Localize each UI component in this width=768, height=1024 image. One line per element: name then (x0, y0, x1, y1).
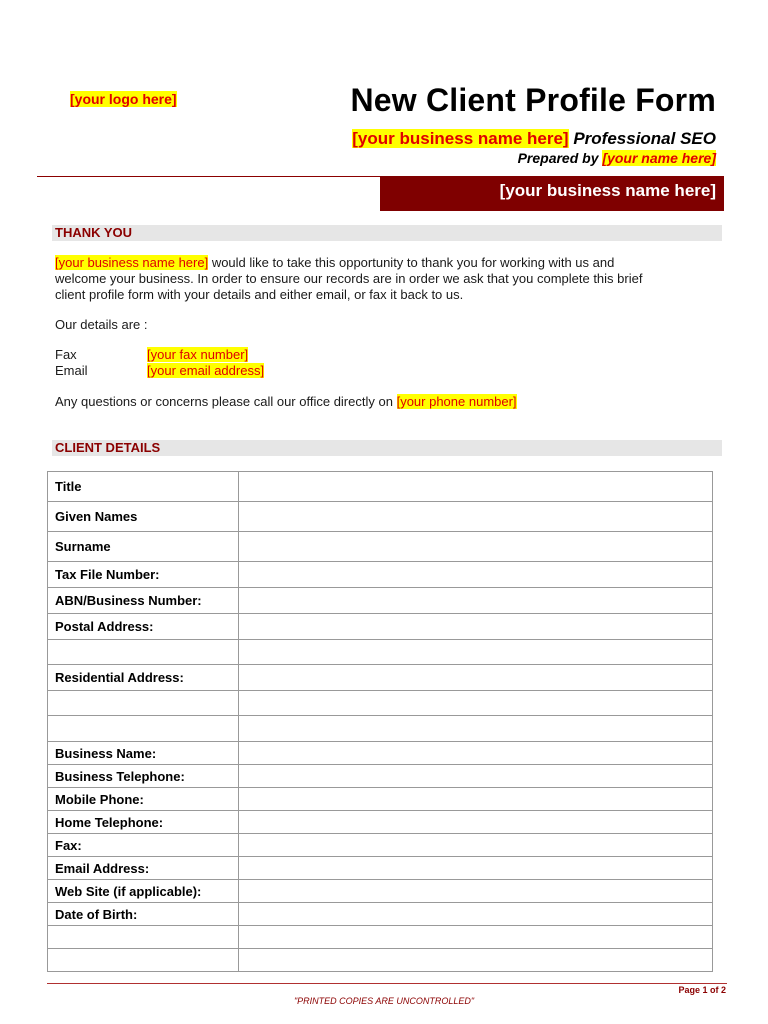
thank-you-heading: THANK YOU (52, 225, 722, 241)
field-value-cell[interactable] (239, 640, 713, 665)
intro-line-2: welcome your business. In order to ensure our records are in order we ask that you complete this brief (55, 271, 643, 286)
prepared-by-label: Prepared by (517, 150, 599, 166)
field-value-cell[interactable] (239, 532, 713, 562)
table-row (48, 857, 713, 880)
phone-placeholder: [your phone number] (396, 394, 517, 409)
uncontrolled-notice: "PRINTED COPIES ARE UNCONTROLLED" (293, 996, 475, 1006)
field-label (48, 691, 239, 716)
form-title: New Client Profile Form (350, 82, 716, 118)
field-label: Web Site (if applicable): (48, 880, 239, 903)
intro-paragraph (55, 255, 715, 303)
field-value-cell[interactable] (239, 765, 713, 788)
field-value-cell[interactable] (239, 857, 713, 880)
field-label (48, 949, 239, 972)
questions-line (55, 394, 715, 410)
business-name-placeholder: [your business name here] (352, 129, 569, 148)
intro-line-1: [your business name here] would like to take this opportunity to thank you for working with us and (55, 255, 615, 270)
questions-text: Any questions or concerns please call our office directly on (55, 394, 393, 409)
field-label: Business Name: (48, 742, 239, 765)
footer-rule (47, 983, 727, 984)
field-label: Tax File Number: (48, 562, 239, 588)
field-label (48, 640, 239, 665)
field-value-cell[interactable] (239, 502, 713, 532)
field-value-cell[interactable] (239, 834, 713, 857)
table-row (48, 811, 713, 834)
field-label: ABN/Business Number: (48, 588, 239, 614)
field-label: Fax: (48, 834, 239, 857)
field-value-cell[interactable] (239, 472, 713, 502)
field-label: Residential Address: (48, 665, 239, 691)
field-value-cell[interactable] (239, 614, 713, 640)
table-row (48, 926, 713, 949)
table-row (48, 788, 713, 811)
table-row (48, 834, 713, 857)
field-value-cell[interactable] (239, 716, 713, 742)
business-subtitle (352, 129, 716, 149)
table-row (48, 614, 713, 640)
field-value-cell[interactable] (239, 691, 713, 716)
table-row (48, 903, 713, 926)
field-label: Given Names (48, 502, 239, 532)
field-label: Home Telephone: (48, 811, 239, 834)
page-number: Page 1 of 2 (678, 985, 726, 995)
field-value-cell[interactable] (239, 880, 713, 903)
field-label (48, 926, 239, 949)
table-row (48, 472, 713, 502)
fax-row (55, 347, 715, 363)
fax-placeholder: [your fax number] (147, 347, 249, 362)
field-label: Date of Birth: (48, 903, 239, 926)
intro-business-placeholder: [your business name here] (55, 255, 209, 270)
table-row (48, 665, 713, 691)
header-rule (37, 176, 380, 177)
table-row (48, 532, 713, 562)
prepared-by-line (518, 150, 716, 166)
table-row (48, 691, 713, 716)
field-label: Mobile Phone: (48, 788, 239, 811)
contact-details (55, 347, 715, 379)
field-value-cell[interactable] (239, 665, 713, 691)
field-value-cell[interactable] (239, 903, 713, 926)
field-value-cell[interactable] (239, 811, 713, 834)
table-row (48, 562, 713, 588)
table-row (48, 502, 713, 532)
table-row (48, 588, 713, 614)
table-row (48, 765, 713, 788)
field-value-cell[interactable] (239, 949, 713, 972)
field-value-cell[interactable] (239, 742, 713, 765)
table-row (48, 742, 713, 765)
business-suffix: Professional SEO (573, 129, 716, 148)
field-label: Title (48, 472, 239, 502)
table-row (48, 949, 713, 972)
field-value-cell[interactable] (239, 562, 713, 588)
client-details-heading: CLIENT DETAILS (52, 440, 722, 456)
table-row (48, 640, 713, 665)
field-value-cell[interactable] (239, 926, 713, 949)
business-banner: [your business name here] (380, 176, 724, 211)
table-row (48, 716, 713, 742)
field-label: Email Address: (48, 857, 239, 880)
field-label: Surname (48, 532, 239, 562)
field-label: Postal Address: (48, 614, 239, 640)
field-value-cell[interactable] (239, 788, 713, 811)
intro-line-3: client profile form with your details and either email, or fax it back to us. (55, 287, 464, 302)
client-details-table (47, 471, 713, 972)
prepared-by-placeholder: [your name here] (602, 150, 716, 166)
email-row (55, 363, 715, 379)
fax-label: Fax (55, 347, 77, 362)
field-value-cell[interactable] (239, 588, 713, 614)
field-label: Business Telephone: (48, 765, 239, 788)
logo-placeholder: [your logo here] (70, 91, 177, 107)
table-row (48, 880, 713, 903)
field-label (48, 716, 239, 742)
details-intro: Our details are : (55, 317, 148, 332)
email-placeholder: [your email address] (147, 363, 265, 378)
email-label: Email (55, 363, 88, 378)
